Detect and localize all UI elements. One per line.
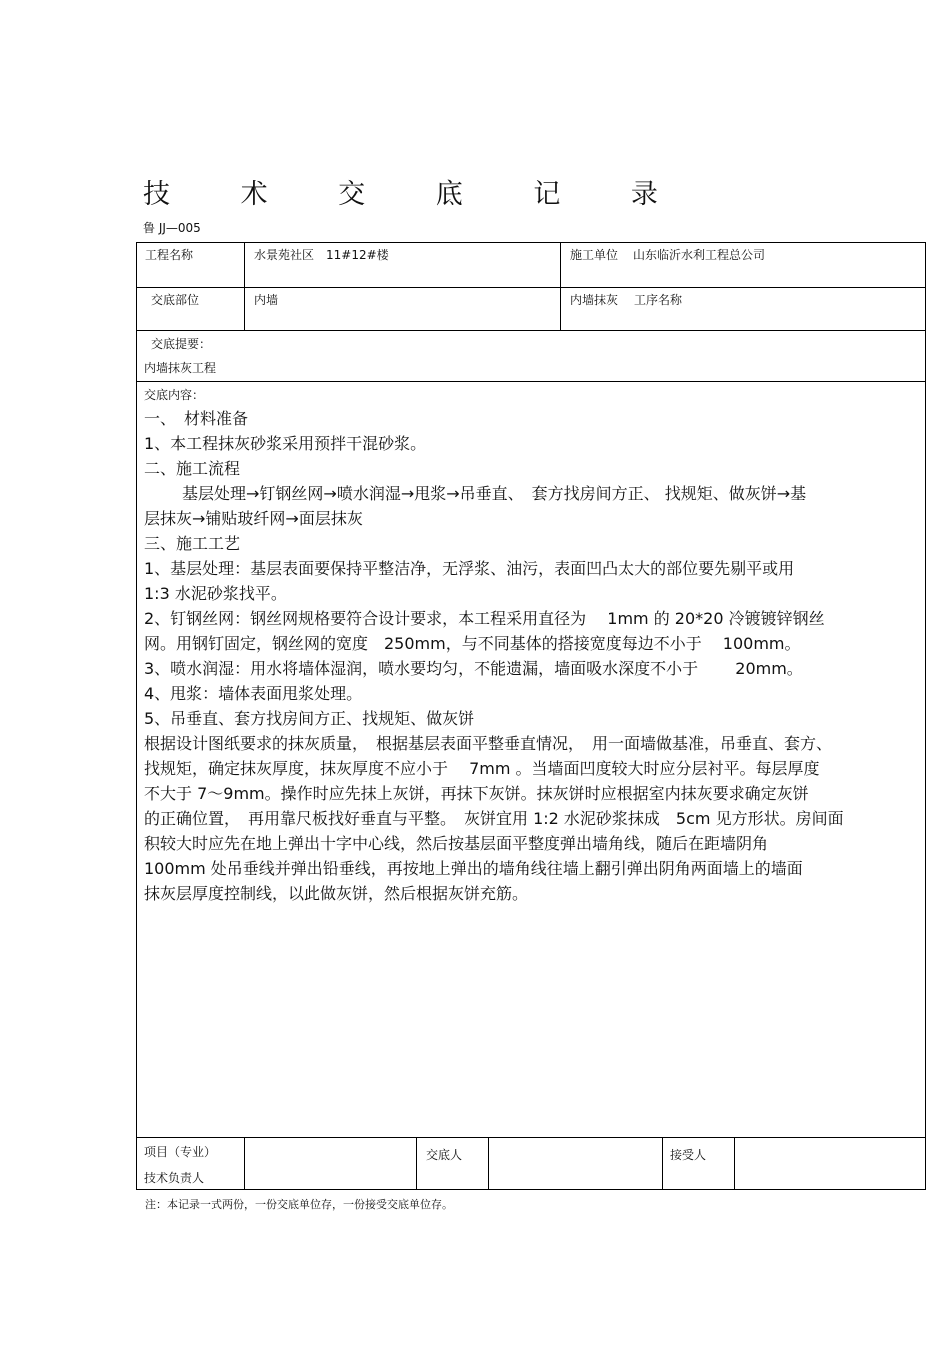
- tech-lead-label-line2: 技术负责人: [144, 1171, 205, 1185]
- summary-value: 内墙抹灰工程: [144, 361, 217, 375]
- tech-lead-label-line1: 项目（专业）: [144, 1145, 217, 1159]
- content-line: 3、喷水润湿：用水将墙体湿润，喷水要均匀，不能遗漏，墙面吸水深度不小于 20mm。: [144, 659, 803, 678]
- disclosure-content: [144, 406, 919, 906]
- content-line: 4、甩浆：墙体表面甩浆处理。: [144, 684, 363, 703]
- content-line: 基层处理→钉钢丝网→喷水润湿→甩浆→吊垂直、 套方找房间方正、 找规矩、做灰饼→基: [182, 484, 807, 503]
- content-line: 100mm 处吊垂线并弹出铅垂线，再按地上弹出的墙角线往墙上翻引弹出阴角两面墙上的墙面: [144, 859, 803, 878]
- form-code: 鲁 JJ—005: [143, 221, 201, 235]
- content-line: 网。用钢钉固定，钢丝网的宽度 250mm，与不同基体的搭接宽度每边不小于 100mm。: [144, 634, 801, 653]
- col-divider: [244, 243, 245, 330]
- discloser-label: 交底人: [426, 1148, 463, 1162]
- page-title: 技 术 交 底 记 录: [143, 179, 689, 210]
- content-line: 1、基层处理：基层表面要保持平整洁净，无浮浆、油污，表面凹凸太大的部位要先剔平或用: [144, 559, 795, 578]
- process-value: 内墙抹灰: [570, 293, 619, 307]
- content-line: 找规矩，确定抹灰厚度，抹灰厚度不应小于 7mm 。当墙面凹度较大时应分层衬平。每层厚度: [144, 759, 820, 778]
- content-line: 1、本工程抹灰砂浆采用预拌干混砂浆。: [144, 434, 427, 453]
- content-line: 1:3 水泥砂浆找平。: [144, 584, 287, 603]
- col-divider: [488, 1137, 489, 1190]
- content-line: 三、施工工艺: [144, 534, 241, 553]
- col-divider: [734, 1137, 735, 1190]
- col-divider: [560, 243, 561, 330]
- project-name-value: 水景苑社区 11#12#楼: [254, 248, 389, 262]
- content-line: 5、吊垂直、套方找房间方正、找规矩、做灰饼: [144, 709, 475, 728]
- record-form: [136, 242, 926, 1190]
- summary-label: 交底提要：: [151, 337, 212, 351]
- project-name-label: 工程名称: [145, 248, 194, 262]
- content-line: 的正确位置， 再用靠尺板找好垂直与平整。 灰饼宜用 1:2 水泥砂浆抹成 5cm 见方形状。房间面: [144, 809, 844, 828]
- footnote: 注：本记录一式两份，一份交底单位存，一份接受交底单位存。: [145, 1198, 453, 1211]
- content-line: 二、施工流程: [144, 459, 241, 478]
- content-line: 不大于 7～9mm。操作时应先抹上灰饼，再抹下灰饼。抹灰饼时应根据室内抹灰要求确定灰饼: [144, 784, 809, 803]
- content-label: 交底内容：: [144, 388, 205, 402]
- content-line: 2、钉钢丝网：钢丝网规格要符合设计要求，本工程采用直径为 1mm 的 20*20 冷镀镀锌钢丝: [144, 609, 825, 628]
- content-line: 一、 材料准备: [144, 409, 249, 428]
- row-divider: [137, 381, 925, 382]
- content-line: 积较大时应先在地上弹出十字中心线，然后按基层面平整度弹出墙角线，随后在距墙阴角: [144, 834, 769, 853]
- col-divider: [244, 1137, 245, 1190]
- process-name-label: 工序名称: [634, 293, 683, 307]
- construction-unit-value: 山东临沂水利工程总公司: [633, 248, 766, 262]
- row-divider: [137, 287, 925, 288]
- construction-unit-label: 施工单位: [570, 248, 619, 262]
- receiver-label: 接受人: [670, 1148, 707, 1162]
- row-divider: [137, 1137, 925, 1138]
- col-divider: [662, 1137, 663, 1190]
- disclosure-part-label: 交底部位: [151, 293, 200, 307]
- disclosure-part-value: 内墙: [254, 293, 279, 307]
- content-line: 根据设计图纸要求的抹灰质量， 根据基层表面平整垂直情况， 用一面墙做基准，吊垂直、套方、: [144, 734, 833, 753]
- row-divider: [137, 330, 925, 331]
- col-divider: [416, 1137, 417, 1190]
- content-line: 层抹灰→铺贴玻纤网→面层抹灰: [144, 509, 363, 528]
- content-line: 抹灰层厚度控制线，以此做灰饼，然后根据灰饼充筋。: [144, 884, 529, 903]
